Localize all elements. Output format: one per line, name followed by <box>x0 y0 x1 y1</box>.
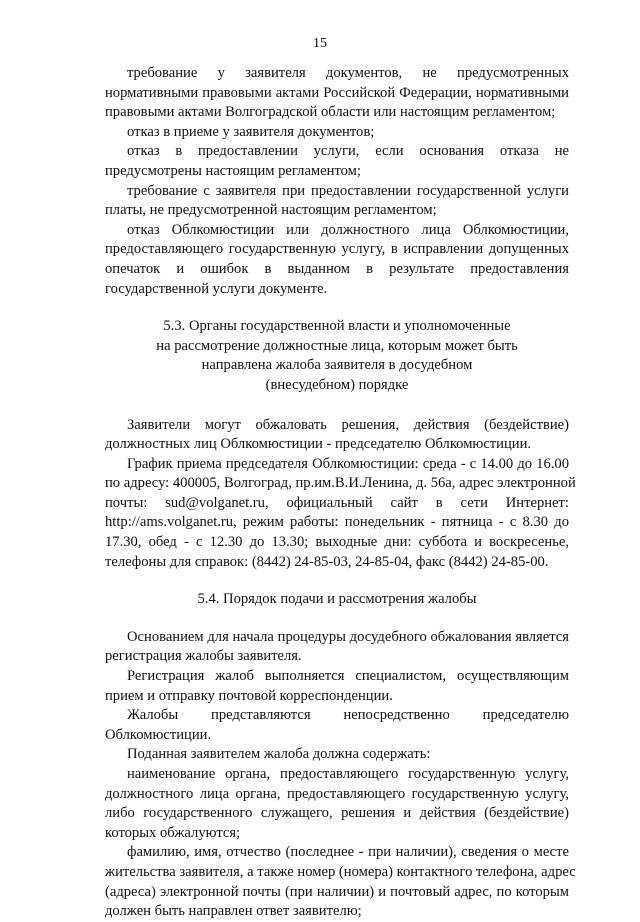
text-line: почты: sud@volganet.ru, официальный сайт в сети Интернет: <box>105 494 569 511</box>
text-line: платы, не предусмотренной настоящим регламентом; <box>105 202 437 219</box>
text-line: требование у заявителя документов, не предусмотренных <box>127 65 569 81</box>
text-line: 17.30, обед - с 12.30 до 13.30; выходные дни: суббота и воскресенье, <box>105 534 569 551</box>
section-5-4-body <box>105 628 576 922</box>
paragraph <box>105 667 569 706</box>
paragraph <box>105 745 569 765</box>
paragraph <box>105 64 569 123</box>
text-line: График приема председателя Облкомюстиции: среда - с 14.00 до 16.00 <box>127 455 569 472</box>
text-line: предоставляющего государственную услугу, в исправлении допущенных <box>105 241 569 258</box>
paragraph <box>105 455 576 573</box>
text-line: либо государственного служащего, решения и действия (бездействие) <box>105 805 569 822</box>
paragraph <box>105 628 569 667</box>
section-5-2-tail <box>105 64 569 299</box>
text-line: Жалобы представляются непосредственно председателю <box>127 707 569 724</box>
document-body <box>105 64 576 922</box>
text-line: прием и отправку почтовой корреспонденции. <box>105 687 393 704</box>
heading-line: 5.4. Порядок подачи и рассмотрения жалобы <box>197 591 477 608</box>
text-line: должен быть направлен ответ заявителю; <box>105 903 362 920</box>
section-5-4-heading <box>105 590 569 610</box>
text-line: должностных лиц Облкомюстиции - председателю Облкомюстиции. <box>105 436 532 453</box>
text-line: Поданная заявителем жалоба должна содержать: <box>127 746 431 763</box>
heading-line: (внесудебном) порядке <box>265 376 409 393</box>
text-line: Основанием для начала процедуры досудебного обжалования является <box>127 628 569 645</box>
text-line: государственной услуги документе. <box>105 280 328 297</box>
section-5-3-heading <box>105 317 569 395</box>
paragraph <box>105 416 569 455</box>
page-number: 15 <box>313 36 327 51</box>
text-line: предусмотрены настоящим регламентом; <box>105 162 361 179</box>
text-line: Регистрация жалоб выполняется специалистом, осуществляющим <box>127 668 569 685</box>
text-line: по адресу: 400005, Волгоград, пр.им.В.И.Ленина, д. 56а, адрес электронной <box>105 475 576 492</box>
paragraph <box>105 706 569 745</box>
text-line: регистрация жалобы заявителя. <box>105 648 302 665</box>
text-line: нормативными правовыми актами Российской Федерации, нормативными <box>105 84 569 101</box>
text-line: которых обжалуются; <box>105 824 241 841</box>
heading-line: 5.3. Органы государственной власти и уполномоченные <box>163 318 511 335</box>
paragraph <box>105 142 569 181</box>
text-line: жительства заявителя, а также номер (номера) контактного телефона, адрес <box>105 863 576 880</box>
text-line: отказ Облкомюстиции или должностного лица Облкомюстиции, <box>127 221 569 238</box>
text-line: отказ в предоставлении услуги, если основания отказа не <box>127 143 569 160</box>
text-line: отказ в приеме у заявителя документов; <box>127 123 375 140</box>
text-line: фамилию, имя, отчество (последнее - при наличии), сведения о месте <box>127 844 569 861</box>
heading-line: на рассмотрение должностные лица, которым может быть <box>156 337 518 354</box>
text-line: наименование органа, предоставляющего государственную услугу, <box>127 766 569 782</box>
text-line: опечаток и ошибок в выданном в результате предоставления <box>105 260 569 277</box>
text-line: требование с заявителя при предоставлении государственной услуги <box>127 182 569 199</box>
paragraph <box>105 221 569 299</box>
text-line: телефоны для справок: (8442) 24-85-03, 24-85-04, факс (8442) 24-85-00. <box>105 553 549 570</box>
text-line: должностного лица органа, предоставляющего государственную услугу, <box>105 785 569 802</box>
paragraph <box>105 843 576 921</box>
text-line: Заявители могут обжаловать решения, действия (бездействие) <box>127 416 569 433</box>
paragraph <box>105 765 569 843</box>
text-line: (адреса) электронной почты (при наличии) и почтовый адрес, по которым <box>105 883 569 900</box>
paragraph <box>105 182 569 221</box>
text-line: http://ams.volganet.ru, режим работы: понедельник - пятница - с 8.30 до <box>105 514 569 531</box>
paragraph <box>105 123 569 143</box>
text-line: правовыми актами Волгоградской области или настоящим регламентом; <box>105 104 556 121</box>
text-line: Облкомюстиции. <box>105 726 212 743</box>
heading-line: направлена жалоба заявителя в досудебном <box>201 357 473 374</box>
section-5-3-body <box>105 416 576 573</box>
